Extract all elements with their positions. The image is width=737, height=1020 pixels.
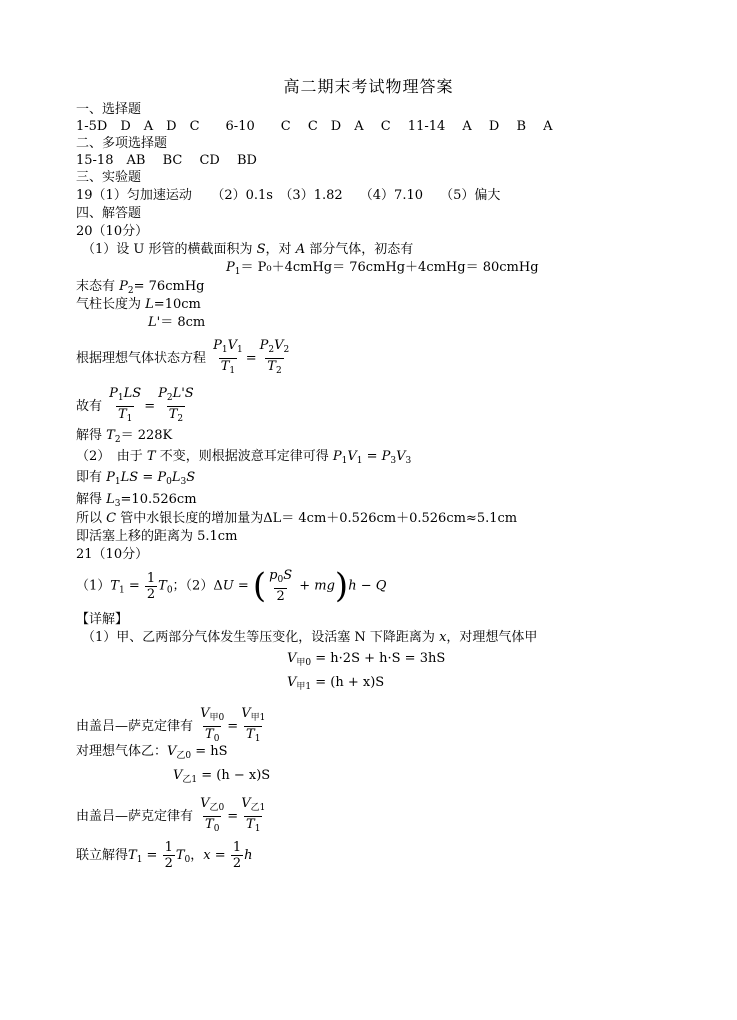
q20-line-2: $P_1=$ P₀＋4cmHg＝ 76cmHg＋4cmHg＝ 80cmHg [226,260,539,277]
q21-eq-v-yi-1: $V_{乙1} = (h - x)S$ [173,768,271,785]
q20-result-t2: 解得 $T_2= 228K$ [76,428,173,445]
q20-part2: （2） 由于 T 不变，则根据波意耳定律可得 $P_1V_1 = P_3V_3$ [76,449,412,466]
q21-heading: 21（10分） [76,547,149,562]
q21-gay-lussac-yi: 由盖吕—萨克定律有 $\frac{V_{乙0}}{T_0}$ = $\frac{V_{乙1}}{T_1}$ [76,796,268,837]
q21-gay-lussac-jia: 由盖吕—萨克定律有 $\frac{V_{甲0}}{T_0}$ = $\frac{V_{甲1}}{T_1}$ [76,706,268,747]
choice-answers: 1-5D D A D C 6-10 C C D A C 11-14 A D B A [76,119,553,134]
q21-detail-label: 【详解】 [76,612,129,627]
q20-heading: 20（10分） [76,224,149,239]
q21-final-result: 联立解得$T_1$ = $\frac{1}{2}$ $T_0$，x = $\frac{1}{2}$ h [76,840,253,871]
q20-line-3: 末态有 $P_2=$ 76cmHg [76,279,205,296]
q20-result-l3: 解得 $L_3=10.526cm$ [76,492,197,509]
section-heading-multi: 二、多项选择题 [76,136,168,151]
q21-eq-v-jia-0: $V_{甲0} = h\cdot 2S + h\cdot S = 3hS$ [287,651,446,668]
q21-line-1: （1）甲、乙两部分气体发生等压变化，设活塞 N 下降距离为 x，对理想气体甲 [82,630,538,645]
q20-increment: 所以 C 管中水银长度的增加量为ΔL＝ 4cm＋0.526cm＋0.526cm≈5.1cm [76,511,518,526]
page-title: 高二期末考试物理答案 [283,77,454,96]
q21-answers: $(1)T_1$ = $\frac{1}{2}$ $T_0$；（2）ΔU = ( $\frac{p_0S}{2}$ + mg)h − Q [76,566,387,606]
section-heading-experiment: 三、实验题 [76,170,142,185]
q20-line-1: （1）设 U 形管的横截面积为 S，对 A 部分气体，初态有 [82,242,414,257]
q20-line-4: 气柱长度为 L=10cm [76,297,201,312]
q19-answer: 19（1）匀加速运动 （2）0.1s （3）1.82 （4）7.10 （5）偏大 [76,188,501,203]
q20-conclusion: 即活塞上移的距离为 5.1cm [76,529,238,544]
q20-boyle-eq: 即有 $P_1LS = P_0L_3S$ [76,470,196,487]
q20-state-equation: 根据理想气体状态方程 $\frac{P_1V_1}{T_1}$ = $\frac{P_2V_2}{T_2}$ [76,338,292,379]
q21-eq-v-jia-1: $V_{甲1} = (h + x)S$ [287,675,385,692]
q20-so-equation: 故有 $\frac{P_1LS}{T_1}$ = $\frac{P_2L'S}{T_2}$ [76,386,197,427]
multi-answers: 15-18 AB BC CD BD [76,153,257,168]
q20-line-5: L'＝ 8cm [148,315,206,330]
section-heading-solve: 四、解答题 [76,206,142,221]
q21-gas-yi: 对理想气体乙：$V_{乙0}$ = hS [76,744,228,761]
section-heading-choice: 一、选择题 [76,102,142,117]
